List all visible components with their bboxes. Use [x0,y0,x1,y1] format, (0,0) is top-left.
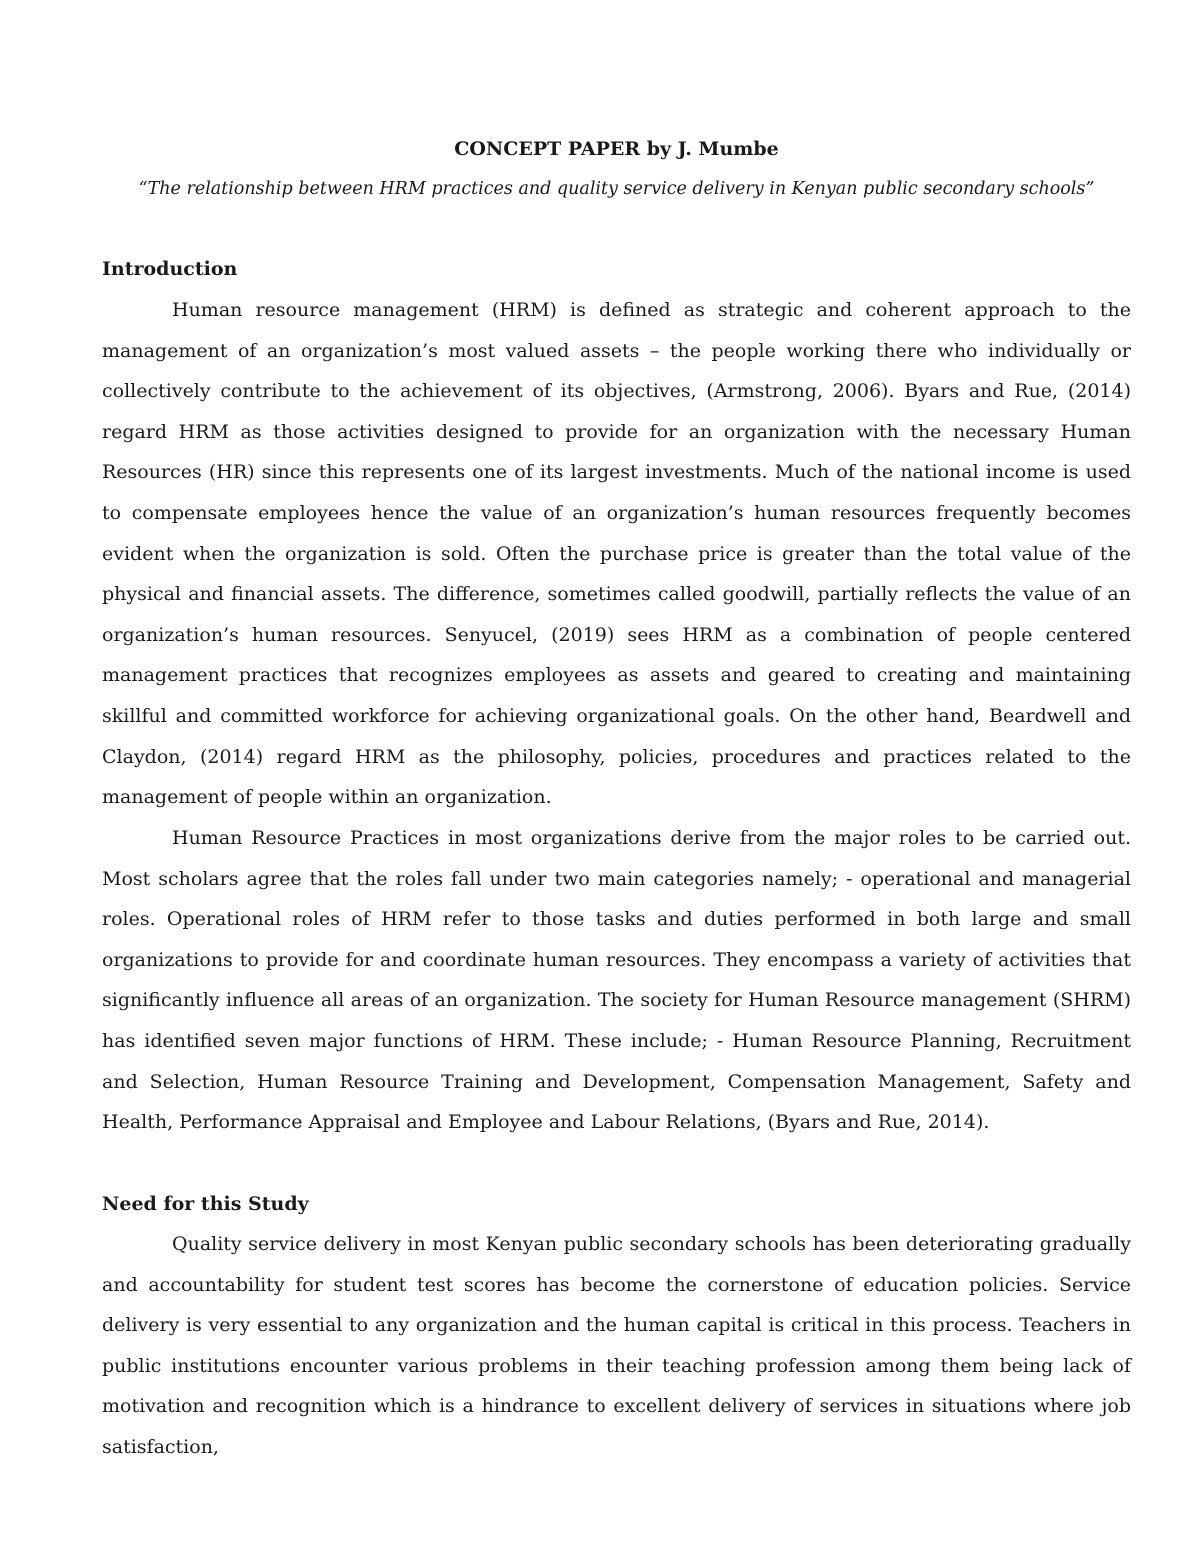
paragraph: Human resource management (HRM) is defined as strategic and coherent approach to the management of an organization’s most valued assets – the people working there who individually or collectively contribute to the achievement of its objectives, (Armstrong, 2006). Byars and Rue, (2014) regard HRM as those activities designed to provide for an organization with the necessary Human Resources (HR) since this represents one of its largest investments. Much of the national income is used to compensate employees hence the value of an organization’s human resources frequently becomes evident when the organization is sold. Often the purchase price is greater than the total value of the physical and financial assets. The difference, sometimes called goodwill, partially reflects the value of an organization’s human resources. Senyucel, (2019) sees HRM as a combination of people centered management practices that recognizes employees as assets and geared to creating and maintaining skillful and committed workforce for achieving organizational goals. On the other hand, Beardwell and Claydon, (2014) regard HRM as the philosophy, policies, procedures and practices related to the management of people within an organization. [102,299,1131,809]
document-subtitle: “The relationship between HRM practices and quality service delivery in Kenyan public secondary schools” [138,179,1095,199]
paragraph: Human Resource Practices in most organizations derive from the major roles to be carried out. Most scholars agree that the roles fall under two main categories namely; - operational and managerial roles. Operational roles of HRM refer to those tasks and duties performed in both large and small organizations to provide for and coordinate human resources. They encompass a variety of activities that significantly influence all areas of an organization. The society for Human Resource management (SHRM) has identified seven major functions of HRM. These include; - Human Resource Planning, Recruitment and Selection, Human Resource Training and Development, Compensation Management, Safety and Health, Performance Appraisal and Employee and Labour Relations, (Byars and Rue, 2014). [102,827,1131,1134]
section-heading-need-for-study: Need for this Study [102,1193,309,1215]
section-heading-introduction: Introduction [102,258,238,280]
paragraph: Quality service delivery in most Kenyan public secondary schools has been deteriorating gradually and accountability for student test scores has become the cornerstone of education policies. Service delivery is very essential to any organization and the human capital is critical in this process. Teachers in public institutions encounter various problems in their teaching profession among them being lack of motivation and recognition which is a hindrance to excellent delivery of services in situations where job satisfaction, [102,1233,1131,1458]
document-title: CONCEPT PAPER by J. Mumbe [454,138,779,160]
